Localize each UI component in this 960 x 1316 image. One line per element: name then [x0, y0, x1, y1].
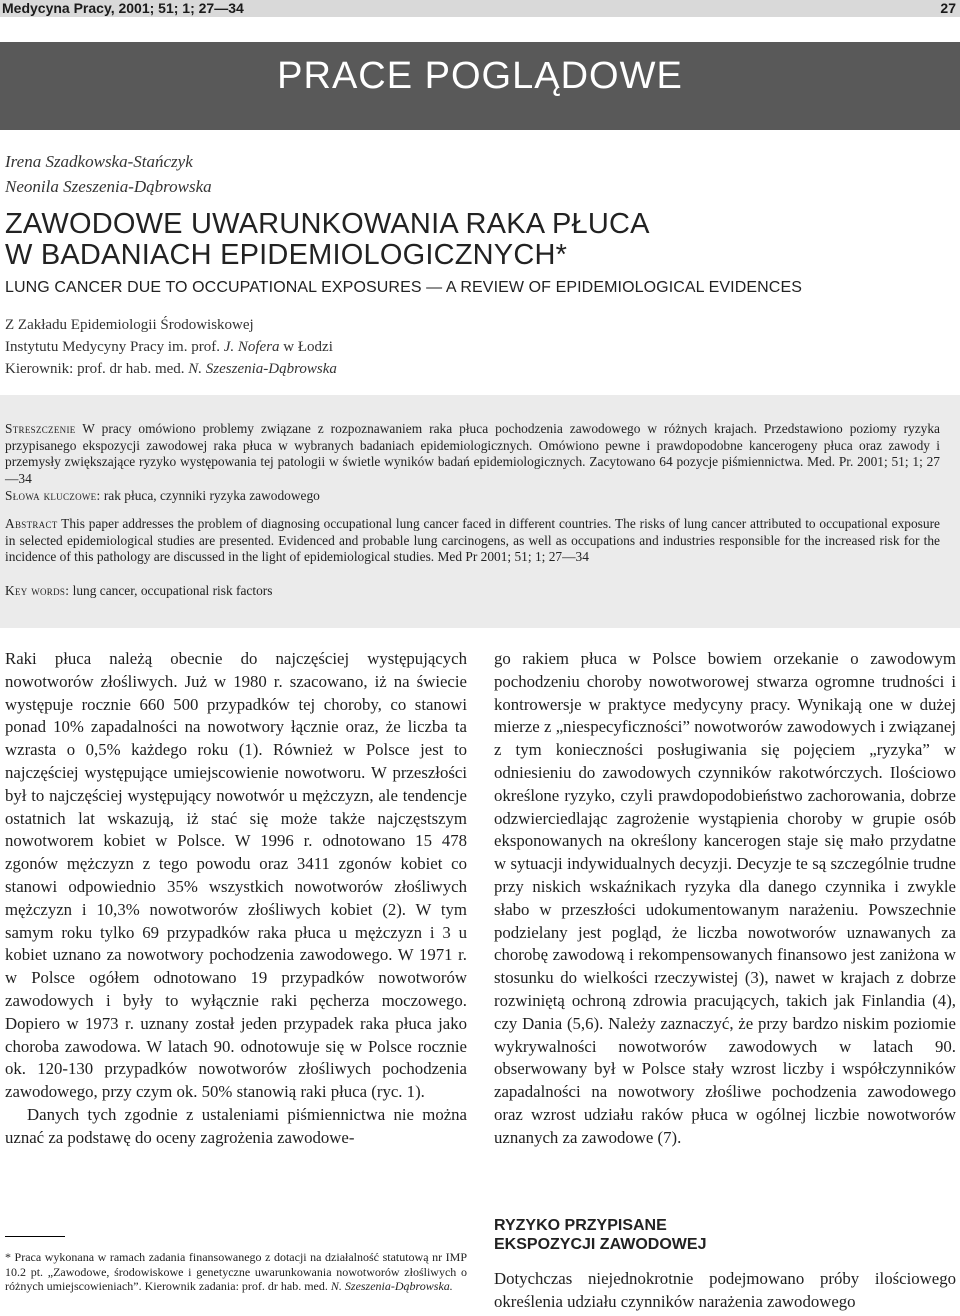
body-paragraph-1: Raki płuca należą obecnie do najczęściej występujących nowotworów złośliwych. Już w 1980 r. szacowano, iż na świecie występuje rocznie 660 500 przypadków tej choroby, co stanowi ponad 10% zapadalności na nowotwory łącznie oraz, że liczba ta wzrasta o 0,5% każdego roku (1). Również w Polsce jest to najczęściej występujące umiejscowienie nowotworu. W przeszłości był to najczęściej występujący nowotwór u mężczyzn, ale tendencje ostatnich lat wskazują, iż stać się może także najczęstszym nowotworem kobiet w Polsce. W 1996 r. odnotowano 15 478 zgonów mężczyzn z tego powodu oraz 3411 zgonów kobiet co stanowi odpowiednio 35% wszystkich nowotworów złośliwych mężczyzn i 10,3% nowotworów złośliwych kobiet (2). W tym samym roku tylko 69 przypadków raka płuca u mężczyzn i 3 u kobiet uznano za nowotwory pochodzenia zawodowego. W 1971 r. w Polsce ogółem odnotowano 19 przypadków nowotworów zawodowych i były to wyłącznie raki pęcherza moczowego. Dopiero w 1973 r. uznany został jeden przypadek raka płuca jako choroba zawodowa. W latach 90. odnotowuje się w Polsce rocznie ok. 120-130 przypadków nowotworów złośliwych pochodzenia zawodowego, przy czym ok. 50% stanowią raki płuca (ryc. 1).: [5, 649, 467, 1102]
running-head: [0, 0, 960, 17]
author-2: Neonila Szeszenia-Dąbrowska: [5, 177, 212, 196]
affiliation-patron: J. Nofera: [223, 339, 280, 355]
author-1: Irena Szadkowska-Stańczyk: [5, 152, 193, 171]
affiliation-line-1: Z Zakładu Epidemiologii Środowiskowej: [5, 317, 254, 333]
keywords-pl-text: rak płuca, czynniki ryzyka zawodowego: [100, 488, 320, 503]
abstract-en-text: This paper addresses the problem of diagnosing occupational lung cancer faced in different countries. The risks of lung cancer attributed to occupational exposure in selected epidemiological studies are presented. Evidenced and probable lung carcinogens, as well as occupations and industries responsible for the increased risk for the incidence of this pathology are discussed in the light of epidemiological studies. Med Pr 2001; 51; 1; 27—34: [5, 516, 940, 564]
section-subheading: [494, 1216, 706, 1254]
title-line-2: W BADANIACH EPIDEMIOLOGICZNYCH*: [5, 239, 568, 271]
body-column-right-continued: [494, 1268, 956, 1314]
body-column-left: [5, 648, 467, 1150]
affiliation-institute: Instytutu Medycyny Pracy im. prof.: [5, 339, 224, 355]
authors: [5, 149, 212, 199]
article-title-en: LUNG CANCER DUE TO OCCUPATIONAL EXPOSURES — A REVIEW OF EPIDEMIOLOGICAL EVIDENCES: [5, 279, 803, 296]
footnote-text: * Praca wykonana w ramach zadania finansowanego z dotacji na działalność statutową nr IMP 10.2 pt. „Zawodowe, środowiskowe i genetyczne uwarunkowania nowotworów złośliwych o różnych umiejscowieniach”. Kierownik zadania: prof. dr hab. med.: [5, 1250, 467, 1293]
footnote: [5, 1250, 467, 1294]
keywords-pl: [5, 488, 940, 505]
body-paragraph-2: Danych tych zgodnie z ustaleniami piśmiennictwa nie można uznać za podstawę do oceny zagrożenia zawodowe-: [5, 1104, 467, 1147]
body-paragraph-3: go rakiem płuca w Polsce bowiem orzekanie o zawodowym pochodzeniu choroby nowotworowej stwarza ogromne trudności i kontrowersje w praktyce medycyny pracy. Wynikają one w dużej mierze z „niespecyficzności” nowotworów zawodowych i związanej z tym konieczności posługiwania się pojęciem „ryzyka” w odniesieniu do zawodowych czynników rakotwórczych. Ilościowo określone ryzyko, czyli prawdopodobieństwo zachorowania, dobrze odzwierciedlając zagrożenie wystąpienia choroby w grupie osób eksponowanych na określony kancerogen staje się mało przydatne w sytuacji indywidualnych decyzji. Decyzje te są szczególnie trudne przy niskich wskaźnikach ryzyka dla danego czynnika i zwykle słabo w przeszłości udokumentowanym narażeniu. Powszechnie podzielany jest pogląd, że liczba nowotworów uznawanych za chorobę zawodową i rekompensowanych finansowo jest zaniżona w stosunku do wielkości rzeczywistej (3), nawet w krajach z dobrze rozwiniętą ochroną zdrowia pracujących, takich jak Finlandia (4), czy Dania (5,6). Należy zaznaczyć, że przy bardzo niskim poziomie wykrywalności nowotworów zawodowych w latach 90. obserwowany był w Polsce stały wzrost liczby i współczynników zapadalności na nowotwory złośliwe pochodzenia zawodowego oraz wzrost udziału raków płuca w ogólnej liczbie nowotworów uznanych za zawodowe (7).: [494, 649, 956, 1147]
keywords-pl-label: Słowa kluczowe:: [5, 488, 101, 503]
abstract-pl-label: Streszczenie: [5, 421, 76, 436]
footnote-rule: [5, 1236, 65, 1237]
journal-citation: Medycyna Pracy, 2001; 51; 1; 27—34: [2, 0, 244, 16]
abstract-en-label: Abstract: [5, 516, 58, 531]
page-number: 27: [940, 0, 956, 16]
article-title-pl: [5, 209, 650, 271]
abstract-en: [5, 516, 940, 566]
abstract-pl: [5, 421, 940, 487]
keywords-en-text: lung cancer, occupational risk factors: [69, 583, 273, 598]
affiliation-line-3: [5, 358, 337, 380]
affiliation: [5, 314, 337, 380]
affiliation-city: w Łodzi: [279, 339, 333, 355]
head-name: N. Szeszenia-Dąbrowska: [188, 361, 337, 377]
keywords-en: [5, 583, 940, 600]
head-title: Kierownik: prof. dr hab. med.: [5, 361, 189, 377]
section-title: PRACE POGLĄDOWE: [277, 55, 683, 97]
subheading-line-2: EKSPOZYCJI ZAWODOWEJ: [494, 1236, 707, 1253]
body-paragraph-4: Dotychczas niejednokrotnie podejmowano próby ilościowego określenia udziału czynników narażenia zawodowego: [494, 1269, 956, 1311]
keywords-en-label: Key words:: [5, 583, 70, 598]
subheading-line-1: RYZYKO PRZYPISANE: [494, 1217, 667, 1234]
title-line-1: ZAWODOWE UWARUNKOWANIA RAKA PŁUCA: [5, 208, 650, 240]
abstract-pl-text: W pracy omówiono problemy związane z rozpoznawaniem raka płuca pochodzenia zawodowego w różnych krajach. Przedstawiono poziomy ryzyka przypisanego ekspozycji zawodowej raka płuca w wybranych badaniach epidemiologicznych. Omówiono pewne i prawdopodobne kancerogeny płuca oraz zawody i przemysły zwiększające ryzyko występowania tej patologii w świetle wyników badań epidemiologicznych. Zacytowano 64 pozycje piśmiennictwa. Med. Pr. 2001; 51; 1; 27—34: [5, 421, 940, 486]
affiliation-line-2: [5, 336, 337, 358]
body-column-right: [494, 648, 956, 1150]
footnote-name: N. Szeszenia-Dąbrowska.: [330, 1279, 453, 1293]
